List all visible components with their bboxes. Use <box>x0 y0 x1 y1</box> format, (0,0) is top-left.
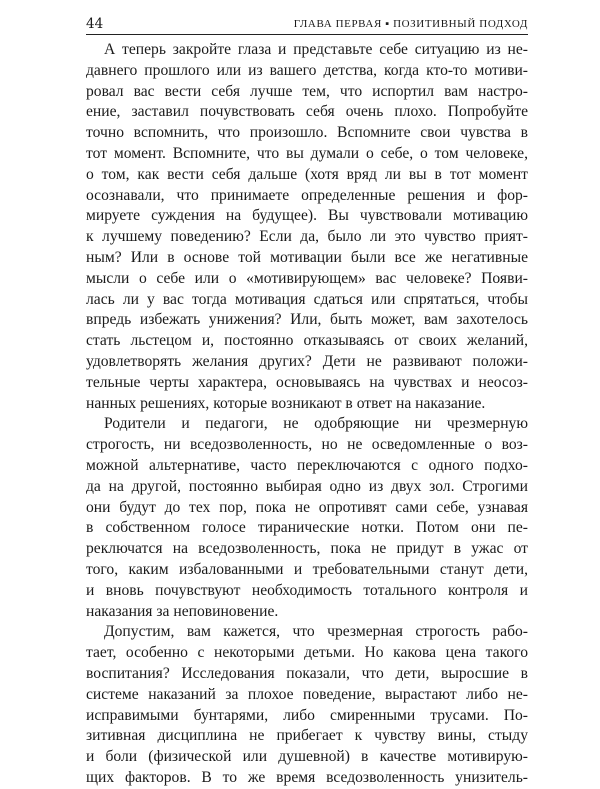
text-line: и вновь почувствуют необходимость тотального контроля и <box>86 581 528 599</box>
paragraph <box>86 414 528 622</box>
text-line: наказания за неповиновение. <box>86 602 279 620</box>
text-line: и боли (физической или душевной) в качестве мотивирую- <box>86 748 528 766</box>
page-header <box>86 14 528 34</box>
text-line: стать льстецом и, постоянно отказываясь от своих желаний, <box>86 332 528 350</box>
text-line: тот момент. Вспомните, что вы думали о себе, о том человеке, <box>86 144 528 162</box>
text-line: щих факторов. В то же время вседозволенность унизитель- <box>86 768 528 786</box>
header-rule <box>86 34 528 35</box>
paragraph <box>86 40 528 414</box>
page-number: 44 <box>86 16 104 32</box>
text-line: ровал вас вести себя лучше тем, что испортил вам настро- <box>86 82 528 100</box>
text-line: Родители и педагоги, не одобряющие ни чрезмерную <box>104 415 528 433</box>
paragraph <box>86 622 528 788</box>
running-title: ГЛАВА ПЕРВАЯ ▪ ПОЗИТИВНЫЙ ПОДХОД <box>293 18 528 30</box>
text-line: Допустим, вам кажется, что чрезмерная строгость рабо- <box>104 623 528 641</box>
text-line: впредь избежать унижения? Или, быть может, вам захотелось <box>86 311 528 329</box>
text-line: А теперь закройте глаза и представьте себе ситуацию из не- <box>104 41 528 58</box>
text-line: давнего прошлого или из вашего детства, когда кто-то мотиви- <box>86 61 528 79</box>
body-text <box>86 40 528 789</box>
text-line: к лучшему поведению? Если да, было ли это чувство прият- <box>86 228 528 246</box>
text-line: точно вспомнить, что произошло. Вспомните свои чувства в <box>86 124 528 142</box>
text-line: зитивная дисциплина не прибегает к чувству вины, стыду <box>86 727 528 745</box>
text-line: ение, заставил почувствовать себя очень плохо. Попробуйте <box>86 103 528 121</box>
text-line: да на другой, постоянно выбирая одно из двух зол. Строгими <box>86 477 528 495</box>
text-line: мысли о себе или о «мотивирующем» вас человеке? Появи- <box>86 269 528 287</box>
text-line: воспитания? Исследования показали, что дети, выросшие в <box>86 664 528 682</box>
text-line: строгость, ни вседозволенность, но не осведомленные о воз- <box>86 436 528 454</box>
text-line: тельные черты характера, основываясь на чувствах и неосоз- <box>86 373 528 391</box>
text-line: системе наказаний за плохое поведение, вырастают либо не- <box>86 685 528 703</box>
text-line: о том, как вести себя дальше (хотя вряд ли вы в тот момент <box>86 165 528 183</box>
text-line: ным? Или в основе той мотивации были все же негативные <box>86 248 528 266</box>
text-line: тает, особенно с некоторыми детьми. Но какова цена такого <box>86 644 528 662</box>
text-line: реключатся на вседозволенность, пока не придут в ужас от <box>86 540 528 558</box>
text-line: они будут до тех пор, пока не опротивят сами себе, узнавая <box>86 498 528 516</box>
text-line: лась ли у вас тогда мотивация сдаться или спрятаться, чтобы <box>86 290 528 308</box>
text-line: мируете суждения на будущее). Вы чувствовали мотивацию <box>86 207 528 225</box>
text-line: нанных решениях, которые возникают в ответ на наказание. <box>86 394 486 412</box>
text-line: удовлетворять желания других? Дети не развивают положи- <box>86 352 528 370</box>
text-line: можной альтернативе, часто переключаются с одного подхо- <box>86 456 528 474</box>
text-line: исправимыми бунтарями, либо смиренными трусами. По- <box>86 706 528 724</box>
text-line: осознавали, что принимаете определенные решения и фор- <box>86 186 528 204</box>
text-line: того, каким избалованными и требовательными станут дети, <box>86 560 528 578</box>
text-line: в собственном голосе тиранические нотки. Потом они пе- <box>86 519 528 537</box>
